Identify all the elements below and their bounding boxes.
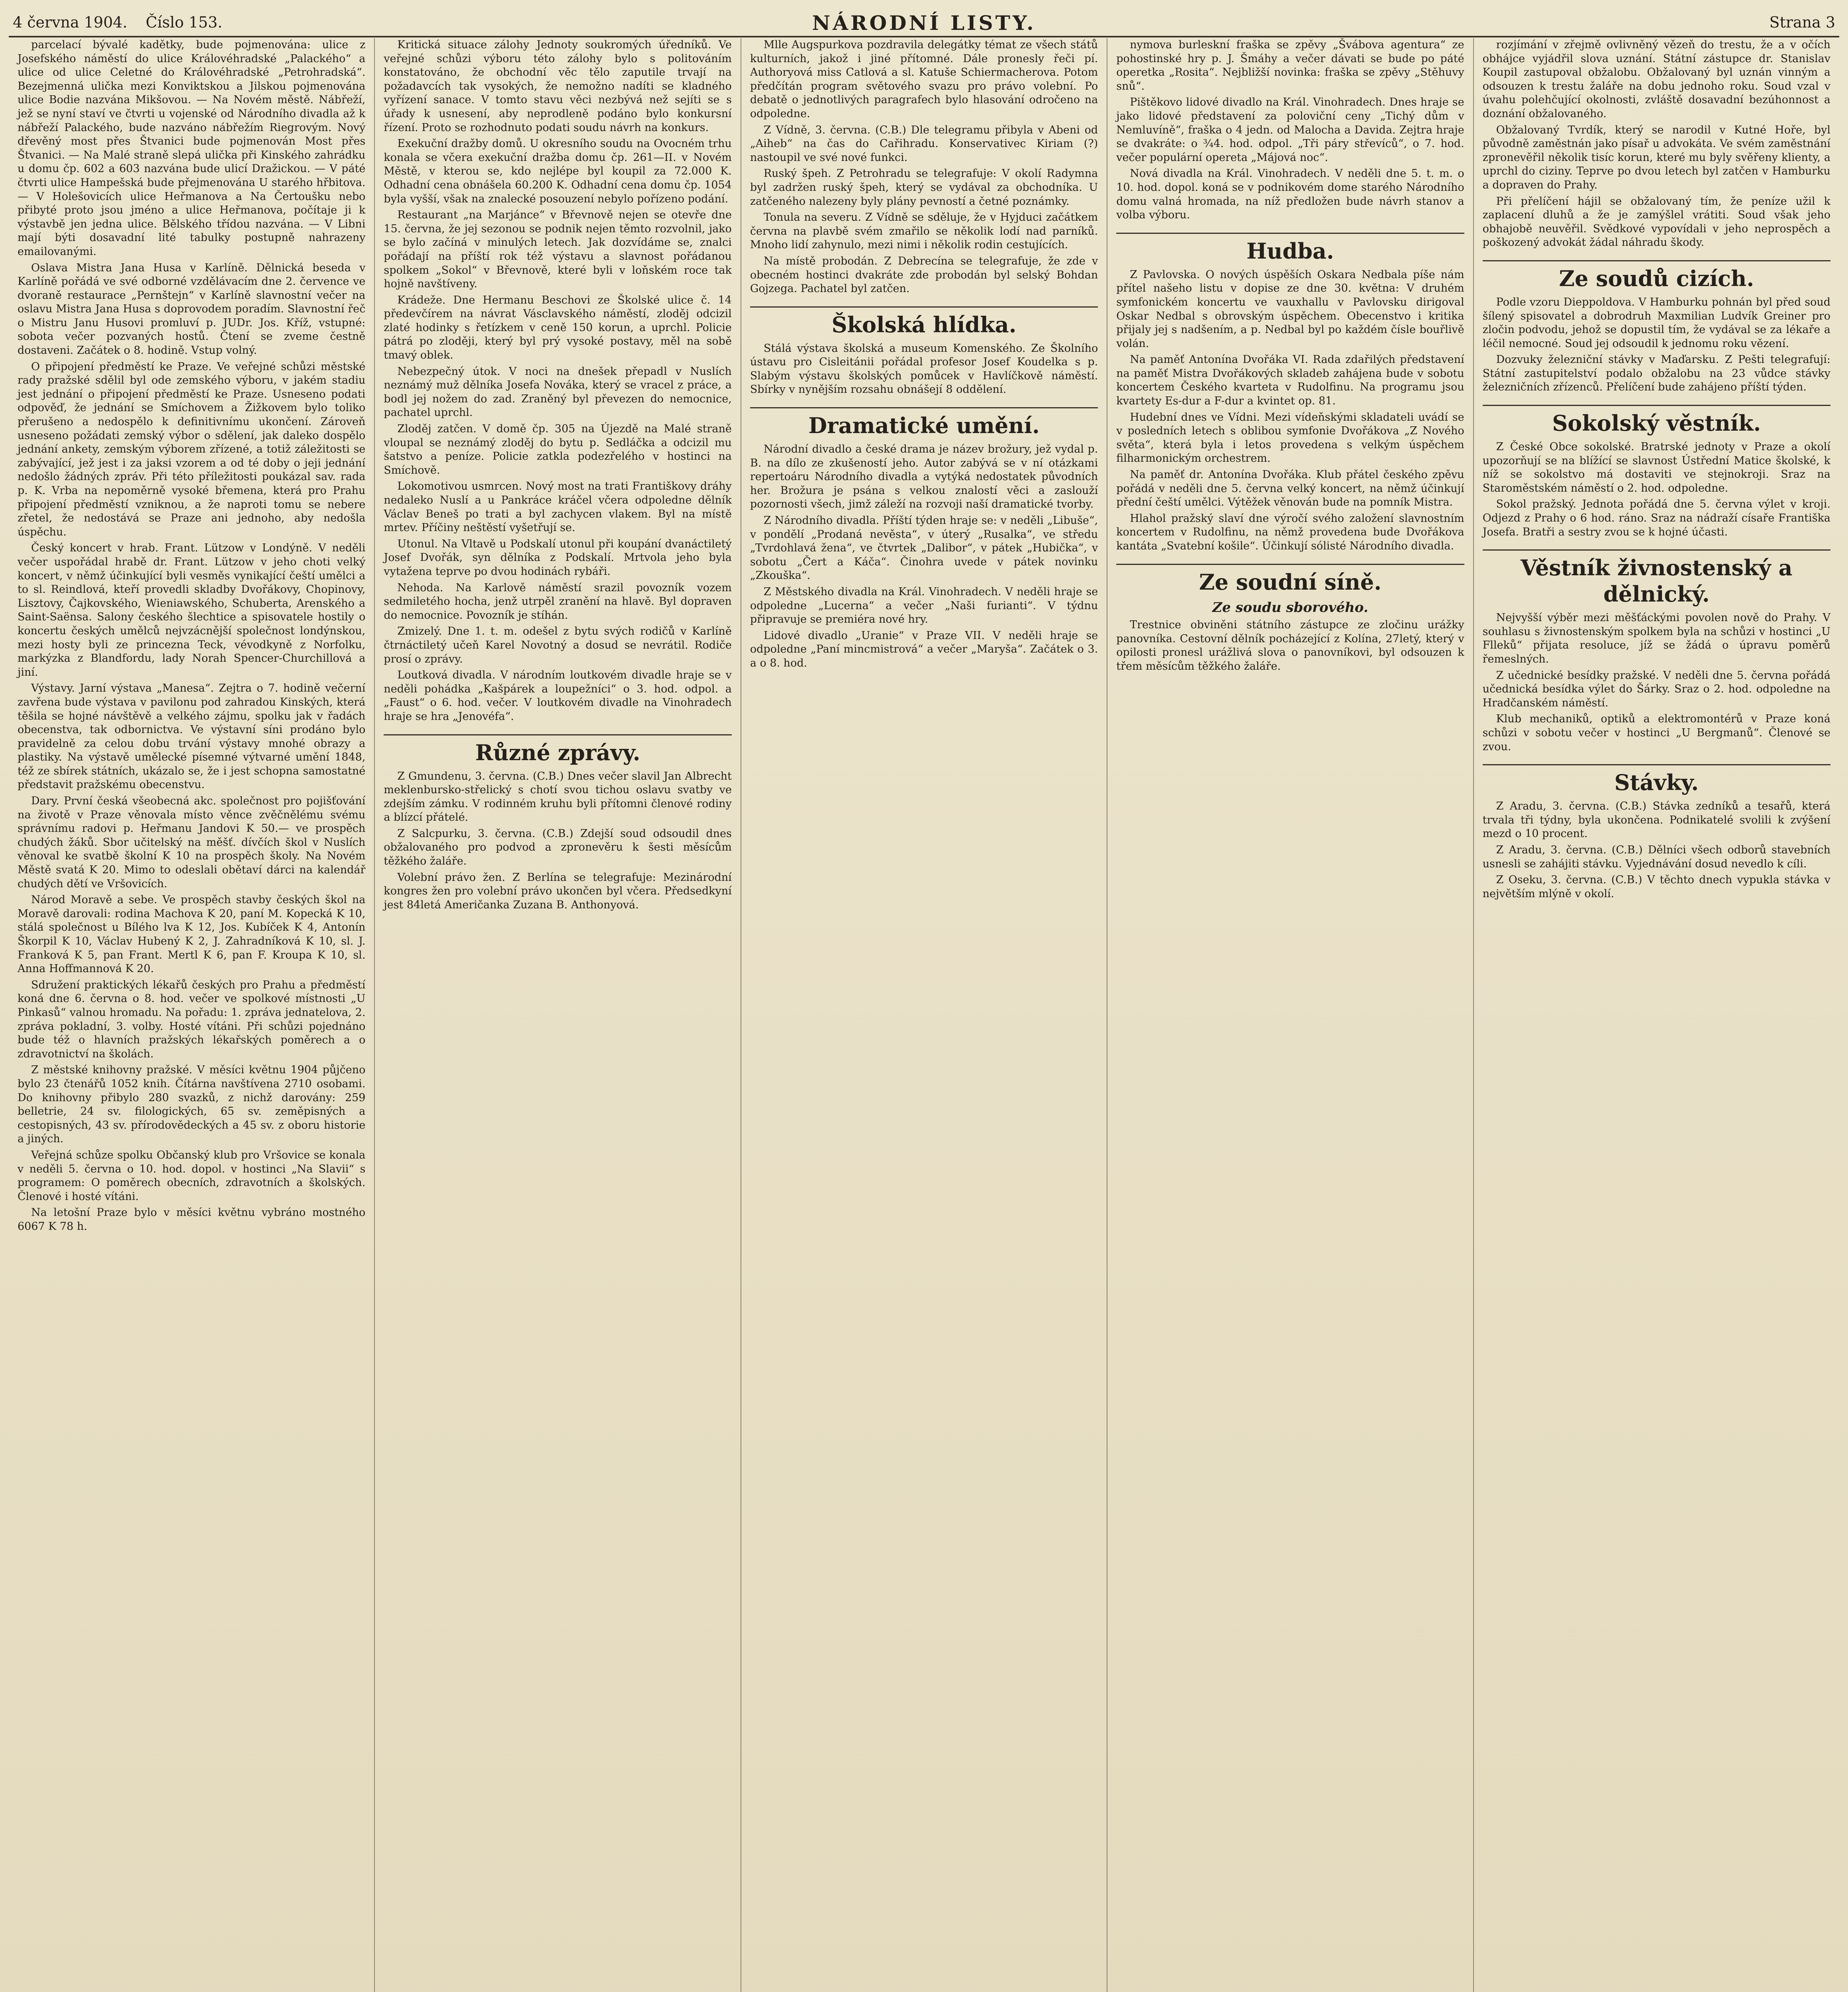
article-columns	[9, 38, 1839, 1992]
section-heading: Stávky.	[1483, 764, 1830, 796]
article-paragraph: Na paměť Antonína Dvořáka VI. Rada zdařilých představení na paměť Mistra Dvořákových skladeb zahájena bude v sobotu koncertem Českého kvarteta v Rudolfinu. Na programu jsou kvartety Es-dur a F-dur a kvintet op. 81.	[1116, 353, 1464, 408]
article-paragraph: Restaurant „na Marjánce“ v Břevnově nejen se otevře dne 15. června, že jej sezonou se podnik nejen těmto rozvolnil, jako se bylo začíná v minulých letech. Jak dozvídáme se, znalci pořádají na příští rok též výstavu a slavnost pořádanou spolkem „Sokol“ v Břevnově, které byli v loňském roce tak hojně navštíveny.	[384, 209, 732, 290]
article-paragraph: Zloděj zatčen. V domě čp. 305 na Újezdě na Malé straně vloupal se neznámý zloděj do bytu p. Sedláčka a odcizil mu šatstvo a peníze. Policie zatkla podezřelého v hostinci na Smíchově.	[384, 423, 732, 476]
article-paragraph: Nehoda. Na Karlově náměstí srazil povozník vozem sedmiletého hocha, jenž utrpěl zranění na hlavě. Byl dopraven do nemocnice. Povozník je stíhán.	[384, 581, 732, 622]
article-paragraph: parcelací bývalé kadětky, bude pojmenována: ulice z Josefského náměstí do ulice Královéhradské „Palackého“ a ulice od ulice Celetné do Královéhradské „Petrohradská“. Bezejmenná ulička mezi Konviktskou a Jilskou pojmenována ulice Bodie nazvána Mikšovou. — Na Novém městě. Nábřeží, jež se nyní staví ve čtvrti u vojenské od Národního divadla až k nábřeží Palackého, bude nazváno nábřežím Riegrovým. Nový dřevěný most přes Štvanici bude pojmenován Most přes Štvanici. — Na Malé straně slepá ulička při Kinského zahrádku u domu čp. 602 a 603 nazvána bude ulicí Dražickou. — V páté čtvrti ulice Hampešská bude přejmenována U starého hřbitova. — V Holešovicích ulice Heřmanova a Na Čertoušku nebo přibyté proto jsou jméno a ulice Heřmanova, počítaje ji k výstavbě jen jedna ulice. Bělského třídou nazvána. — V Libni mají býti dosavadní lité tabulky postupně nahrazeny emailovanými.	[18, 39, 366, 258]
section-heading: Ze soudů cizích.	[1483, 260, 1830, 292]
article-paragraph: O připojení předměstí ke Praze. Ve veřejné schůzi městské rady pražské sdělil byl ode zemského výboru, v jakém stadiu jest jednání o připojení předměstí ke Praze. Usneseno podati odpověď, že jednání se Smíchovem a Žižkovem bylo toliko přerušeno a nedospělo k definitivnímu ukončení. Zároveň usneseno požádati zemský výbor o sdělení, jak daleko dospělo jednání ankety, zemským výborem zřízené, a totiž záležitosti se zabývající, jež jest i za jaksi vzorem a od té doby o jeji jednání nedošlo žádných zpráv. Při této příležitosti poukázal sav. rada p. K. Vrba na nepoměrně vysoké břemena, která pro Prahu připojení předměstí vzniknou, a že naproti tomu se nebere zřetel, že nedostává se Praze ani jednoho, aby nedošla úspěchu.	[18, 360, 366, 538]
article-paragraph: Z České Obce sokolské. Bratrské jednoty v Praze a okolí upozorňují se na blížící se slavnost Ústřední Matice školské, k níž se sokolstvo má dostaviti ve stejnokroji. Sraz na Staroměstském náměstí o 2. hod. odpoledne.	[1482, 441, 1831, 494]
article-paragraph: Ruský špeh. Z Petrohradu se telegrafuje: V okolí Radymna byl zadržen ruský špeh, který se vydával za obchodníka. U zatčeného nalezeny byly plány pevností a četné poznámky.	[750, 167, 1098, 208]
article-paragraph: Nebezpečný útok. V noci na dnešek přepadl v Nuslích neznámý muž dělníka Josefa Nováka, který se vracel z práce, a bodl jej nožem do zad. Zraněný byl převezen do nemocnice, pachatel uprchl.	[384, 365, 732, 419]
article-paragraph: Klub mechaniků, optiků a elektromontérů v Praze koná schůzi v sobotu večer v hostinci „U Bergmanů“. Členové se zvou.	[1482, 713, 1831, 753]
article-paragraph: Dary. První česká všeobecná akc. společnost pro pojišťování na životě v Praze věnovala místo věnce zvěčnělému svému správnímu radovi p. Heřmanu Jandovi K 50.— ve prospěch chudých žáků. Sbor učitelský na měšť. dívčích škol v Nuslích věnoval ke svatbě školní K 10 na prospěch školy. Na Novém Městě svatá K 20. Mimo to odeslali obětaví dárci na kalendář chudých dětí ve Vršovicích.	[18, 795, 366, 890]
article-paragraph: Na místě probodán. Z Debrecína se telegrafuje, že zde v obecném hostinci dvakráte zde probodán byl selský Bohdan Gojzega. Pachatel byl zatčen.	[750, 255, 1098, 295]
article-paragraph: Utonul. Na Vltavě u Podskalí utonul při koupání dvanáctiletý Josef Dvořák, syn dělníka z Podskalí. Mrtvola jeho byla vytažena teprve po dvou hodinách rybáři.	[384, 537, 732, 578]
column-3	[741, 38, 1107, 1992]
newspaper-title: NÁRODNÍ LISTY.	[812, 11, 1036, 35]
article-paragraph: Obžalovaný Tvrdík, který se narodil v Kutné Hoře, byl původně zaměstnán jako písař u advokáta. Ve svém zaměstnání zpronevěřil několik tisíc korun, které mu byly svěřeny klienty, a uprchl do ciziny. Teprve po dvou letech byl zatčen v Hamburku a dopraven do Prahy.	[1482, 124, 1831, 191]
article-paragraph: Z Národního divadla. Příští týden hraje se: v neděli „Libuše“, v pondělí „Prodaná nevěsta“, v úterý „Rusalka“, ve středu „Tvrdohlavá žena“, ve čtvrtek „Dalibor“, v pátek „Hubička“, v sobotu „Čert a Káča“. Činohra uvede v pátek novinku „Zkouška“.	[750, 514, 1098, 582]
section-heading: Různé zprávy.	[384, 734, 731, 766]
article-paragraph: rozjímání v zřejmě ovlivněný vězeň do trestu, že a v očích obhájce vyjádřil slova uznání. Státní zástupce dr. Stanislav Koupil zastupoval obžalobu. Obžalovaný byl uznán vinným a odsouzen k trestu žaláře na dobu jednoho roku. Soud vzal v úvahu polehčující okolnosti, zvláště dosavadní bezúhonnost a doznání obžalovaného.	[1482, 39, 1831, 120]
column-4	[1107, 38, 1473, 1992]
page-number: Strana 3	[1769, 14, 1835, 31]
article-paragraph: Z Pavlovska. O nových úspěších Oskara Nedbala píše nám přítel našeho listu v dopise ze dne 30. května: V druhém symfonickém koncertu ve vauxhallu v Pavlovsku dirigoval Oskar Nedbal s obrovským úspěchem. Obecenstvo i kritika přijaly jej s nadšením, a p. Nedbal byl po každém čísle bouřlivě volán.	[1116, 268, 1464, 350]
article-paragraph: Volební právo žen. Z Berlína se telegrafuje: Mezinárodní kongres žen pro volební právo ukončen byl včera. Předsedkyní jest 84letá Američanka Zuzana B. Anthonyová.	[384, 871, 732, 911]
article-paragraph: Nejvyšší výběr mezi měšťáckými povolen nově do Prahy. V souhlasu s živnostenským spolkem byla na schůzi v hostinci „U Flleků“ přijata resoluce, jíž se žádá o úpravu poměrů řemeslných.	[1482, 612, 1831, 665]
article-paragraph: Z Gmundenu, 3. června. (C.B.) Dnes večer slavil Jan Albrecht meklenbursko-střelický s chotí svou tichou oslavu svatby ve zdejším zámku. V rodinném kruhu byli přítomni členové rodiny a blízcí přátelé.	[384, 770, 732, 824]
article-paragraph: Exekuční dražby domů. U okresního soudu na Ovocném trhu konala se včera exekuční dražba domu čp. 261—II. v Novém Městě, v kterou se, kdo nejlépe byl koupil za 72.000 K. Odhadní cena obnášela 60.200 K. Odhadní cena domu čp. 1054 byla vyšší, však na znalecké posouzení nebylo pořízeno podání.	[384, 137, 732, 205]
article-paragraph: Stálá výstava školská a museum Komenského. Ze Školního ústavu pro Cisleitánii pořádal profesor Josef Koudelka s p. Slabým výstavu školských pomůcek v Havlíčkově náměstí. Sbírky v nynějším rozsahu obnášejí 8 oddělení.	[750, 342, 1098, 396]
article-paragraph: Pištěkovo lidové divadlo na Král. Vinohradech. Dnes hraje se jako lidové představení za poloviční ceny „Tichý dům v Nemluvíně“, fraška o 4 jedn. od Malocha a Davida. Zejtra hraje se dvakráte: o ¾4. hod. odpol. „Tři páry střevíců“, o 7. hod. večer populární opereta „Májová noc“.	[1116, 96, 1464, 164]
section-heading: Věstník živnostenský a dělnický.	[1483, 549, 1830, 607]
article-paragraph: Národní divadlo a české drama je název brožury, jež vydal p. B. na dílo ze zkušeností jeho. Autor zabývá se v ní otázkami repertoáru Národního divadla a vytýká nedostatek původních her. Brožura je psána s velkou znalostí věci a zaslouží pozornosti všech, jimž záleží na rozvoji naší dramatické tvorby.	[750, 443, 1098, 511]
section-heading: Sokolský věstník.	[1483, 405, 1830, 436]
article-paragraph: Trestnice obviněni státního zástupce ze zločinu urážky panovníka. Cestovní dělník pocházející z Kolína, 27letý, který v opilosti pronesl urážlivá slova o panovníkovi, byl odsouzen k třem měsícům těžkého žaláře.	[1116, 619, 1464, 672]
article-paragraph: Na paměť dr. Antonína Dvořáka. Klub přátel českého zpěvu pořádá v neděli dne 5. června velký koncert, na němž účinkují přední čeští umělci. Výtěžek věnován bude na pomník Mistra.	[1116, 469, 1464, 509]
issue-date: 4 června 1904.	[13, 14, 127, 31]
article-paragraph: nymova burleskní fraška se zpěvy „Švábova agentura“ ze pohostinské hry p. J. Šmáhy a večer dávati se bude po páté operetka „Rosita“. Nejbližší novinka: fraška se zpěvy „Stěhuvy snů“.	[1116, 39, 1464, 92]
article-paragraph: Dozvuky železniční stávky v Maďarsku. Z Pešti telegrafují: Státní zastupitelství podalo obžalobu na 23 vůdce stávky železničních zřízenců. Přelíčení bude zahájeno příští týden.	[1482, 353, 1831, 394]
article-paragraph: Národ Moravě a sebe. Ve prospěch stavby českých škol na Moravě darovali: rodina Machova K 20, paní M. Kopecká K 10, stálá společnost u Bílého lva K 12, Jos. Kubíček K 4, Antonín Škorpil K 10, Václav Hubený K 2, J. Zahradníková K 10, sl. J. Franková K 5, pan Frant. Mertl K 6, pan F. Kroupa K 10, sl. Anna Hoffmannová K 20.	[18, 894, 366, 975]
article-paragraph: Výstavy. Jarní výstava „Manesa“. Zejtra o 7. hodině večerní zavřena bude výstava v pavilonu pod zahradou Kinských, která těšila se hojné návštěvě a velkého zájmu, spolku jak v řadách obecenstva, tak odbornictva. Ve výstavní síni prodáno bylo pravidelně za celou dobu trvání výstavy mnohé obrazy a plastiky. Na výstavě umělecké písemné výtvarné umění 1848, též ze sbírek státních, ukázalo se, že i jest schopna samostatné představit pražskému obecenstvu.	[18, 682, 366, 791]
column-5	[1473, 38, 1839, 1992]
section-heading: Dramatické umění.	[750, 407, 1098, 439]
article-paragraph: Z Oseku, 3. června. (C.B.) V těchto dnech vypukla stávka v největším mlýně v okolí.	[1482, 874, 1831, 900]
article-paragraph: Sdružení praktických lékařů českých pro Prahu a předměstí koná dne 6. června o 8. hod. večer ve spolkové místnosti „U Pinkasů“ valnou hromadu. Na pořadu: 1. zpráva jednatelova, 2. zpráva pokladní, 3. volby. Hosté vítáni. Při schůzi pojednáno bude též o hlavních pražských lékařských poměrech a o zdravotnictví na školách.	[18, 978, 366, 1060]
article-paragraph: Nová divadla na Král. Vinohradech. V neděli dne 5. t. m. o 10. hod. dopol. koná se v podnikovém dome starého Národního domu valná hromada, na níž předložen bude návrh stanov a volba výboru.	[1116, 167, 1464, 222]
article-paragraph: Oslava Mistra Jana Husa v Karlíně. Dělnická beseda v Karlíně pořádá ve své odborné vzdělávacím dne 2. července ve dvoraně restaurace „Pernštejn“ v Karlíně slavnostní večer na oslavu Mistra Jana Husa s doprovodem poradím. Slavnostní řeč o Mistru Janu Husovi promluví p. JUDr. Jos. Kříž, vstupné: sobota večer pozvaných hostů. Čtení se zveme čestně dostaveni. Začátek o 8. hodině. Vstup volný.	[18, 261, 366, 357]
article-paragraph: Hlahol pražský slaví dne výročí svého založení slavnostním koncertem v Rudolfinu, na němž provedena bude Dvořákova kantáta „Svatební košile“. Účinkují sólisté Národního divadla.	[1116, 512, 1464, 552]
article-paragraph: Veřejná schůze spolku Občanský klub pro Vršovice se konala v neděli 5. června o 10. hod. dopol. v hostinci „Na Slavii“ s programem: O poměrech obecních, zdravotních a školských. Členové i hosté vítáni.	[18, 1149, 366, 1203]
subsection-heading: Ze soudu sborového.	[1212, 599, 1368, 616]
article-paragraph: Hudební dnes ve Vídni. Mezi vídeňskými skladateli uvádí se v posledních letech s oblibou symfonie Dvořákova „Z Nového světa“, která byla i letos provedena s velkým úspěchem filharmonickým orchestrem.	[1116, 411, 1464, 465]
column-1	[9, 38, 374, 1992]
article-paragraph: Krádeže. Dne Hermanu Beschovi ze Školské ulice č. 14 předevčírem na návrat Vásclavského náměstí, zloděj odcizil zlaté hodinky s řetízkem v ceně 150 korun, a uprchl. Policie pátrá po zloději, který byl prý vysoké postavy, měl na sobě tmavý oblek.	[384, 294, 732, 362]
article-paragraph: Z Vídně, 3. června. (C.B.) Dle telegramu přibyla v Abeni od „Aiheb“ na čas do Cařihradu. Konservativec Kiriam (?) nastoupil ve své nové funkci.	[750, 124, 1098, 164]
article-paragraph: Český koncert v hrab. Frant. Lützow v Londýně. V neděli večer uspořádal hrabě dr. Frant. Lützow v jeho choti velký koncert, v němž účinkující byli vesměs vynikající čeští umělci a to sl. Reindlová, kteří provedli skladby Dvořákovy, Chopinovy, Lisztovy, Čajkovského, Wieniawského, Schuberta, Arenského a Saint-Saënsa. Salony českého šlechtice a spisovatele hostily o koncertu českých umělců nejvzácnější společnost londýnskou, mezi hosty byli ze princezna Teck, vévodkyně z Norfolku, markýzka z Blandfordu, lady Norah Spencer-Churchillová a jiní.	[18, 542, 366, 678]
article-paragraph: Zmizelý. Dne 1. t. m. odešel z bytu svých rodičů v Karlíně čtrnáctiletý učeň Karel Novotný a dosud se nevrátil. Rodiče prosí o zprávy.	[384, 625, 732, 665]
article-paragraph: Lokomotivou usmrcen. Nový most na trati Františkovy dráhy nedaleko Nuslí a u Pankráce kráčel včera odpoledne dělník Václav Beneš po trati a byl zachycen vlakem. Byl na místě mrtev. Příčiny neštěstí vyšetřují se.	[384, 480, 732, 534]
article-paragraph: Mlle Augspurkova pozdravila delegátky témat ze všech států kulturních, jakož i jiné přítomné. Dále pronesly řeči pí. Authoryová miss Catlová a sl. Katuše Schiermacherova. Potom předčítán program světového svazu pro právo volební. Po debatě o jednotlivých paragrafech bylo hlasování odročeno na odpoledne.	[750, 39, 1098, 120]
masthead	[9, 11, 1839, 37]
section-heading: Školská hlídka.	[750, 306, 1098, 338]
article-paragraph: Při přelíčení hájil se obžalovaný tím, že peníze užil k zaplacení dluhů a že je zamýšlel vrátiti. Soud však jeho obhajobě neuvěřil. Svědkové vypovídali v jeho neprospěch a poškozený advokát žádal náhradu škody.	[1482, 195, 1831, 249]
article-paragraph: Sokol pražský. Jednota pořádá dne 5. června výlet v kroji. Odjezd z Prahy o 6 hod. ráno. Sraz na nádraží císaře Františka Josefa. Bratři a sestry zvou se k hojné účasti.	[1482, 498, 1831, 538]
article-paragraph: Na letošní Praze bylo v měsíci květnu vybráno mostného 6067 K 78 h.	[18, 1206, 366, 1233]
issue-number: Číslo 153.	[145, 14, 223, 31]
article-paragraph: Podle vzoru Dieppoldova. V Hamburku pohnán byl před soud šílený spisovatel a dobrodruh Maxmilian Ludvík Greiner pro zločin podvodu, jehož se dopustil tím, že vydával se za lékaře a léčil nemocné. Soud jej odsoudil k jednomu roku vězení.	[1482, 296, 1831, 350]
section-heading: Ze soudní síně.	[1116, 564, 1464, 595]
article-paragraph: Loutková divadla. V národním loutkovém divadle hraje se v neděli pohádka „Kašpárek a loupežníci“ o 3. hod. odpol. a „Faust“ o 6. hod. večer. V loutkovém divadle na Vinohradech hraje se hra „Jenovéfa“.	[384, 669, 732, 723]
article-paragraph: Z městské knihovny pražské. V měsíci květnu 1904 půjčeno bylo 23 čtenářů 1052 knih. Čítárna navštívena 2710 osobami. Do knihovny přibylo 280 svazků, z nichž darovány: 259 belletrie, 24 sv. filologických, 65 sv. zeměpisných a cestopisných, 43 sv. přírodovědeckých a 45 sv. z oboru historie a jiných.	[18, 1064, 366, 1145]
article-paragraph: Kritická situace zálohy Jednoty soukromých úředníků. Ve veřejné schůzi výboru této zálohy bylo s politováním konstatováno, že obchodní věc tělo zaputile trvají na požadavcích tak vysokých, že nemožno nadíti se kladného vyřízení sanace. V tomto stavu věci nezbývá než sejíti se s úřady k usnesení, aby neprodleně podáno bylo konkursní řízení. Proto se rozhodnuto podati soudu návrh na konkurs.	[384, 39, 732, 134]
article-paragraph: Z Salcpurku, 3. června. (C.B.) Zdejší soud odsoudil dnes obžalovaného pro podvod a zpronevěru k šesti měsícům těžkého žaláře.	[384, 827, 732, 868]
article-paragraph: Tonula na severu. Z Vídně se sděluje, že v Hyjduci začátkem června na plavbě svém zmařilo se několik lodí nad parníků. Mnoho lidí zahynulo, mezi nimi i několik rodin cestujících.	[750, 211, 1098, 251]
article-paragraph: Z Aradu, 3. června. (C.B.) Dělníci všech odborů stavebních usnesli se zahájiti stávku. Vyjednávání dosud nevedlo k cíli.	[1482, 843, 1831, 870]
article-paragraph: Z učednické besídky pražské. V neděli dne 5. června pořádá učednická besídka výlet do Šárky. Sraz o 2. hod. odpoledne na Hradčanském náměstí.	[1482, 669, 1831, 709]
article-paragraph: Z Městského divadla na Král. Vinohradech. V neděli hraje se odpoledne „Lucerna“ a večer „Naši furianti“. V týdnu připravuje se premiéra nové hry.	[750, 586, 1098, 626]
article-paragraph: Z Aradu, 3. června. (C.B.) Stávka zedníků a tesařů, která trvala tři týdny, byla ukončena. Podnikatelé svolili k zvýšení mezd o 10 procent.	[1482, 800, 1831, 840]
section-heading: Hudba.	[1116, 233, 1464, 264]
article-paragraph: Lidové divadlo „Uranie“ v Praze VII. V neděli hraje se odpoledne „Paní mincmistrová“ a večer „Maryša“. Začátek o 3. a o 8. hod.	[750, 629, 1098, 669]
column-2	[374, 38, 740, 1992]
